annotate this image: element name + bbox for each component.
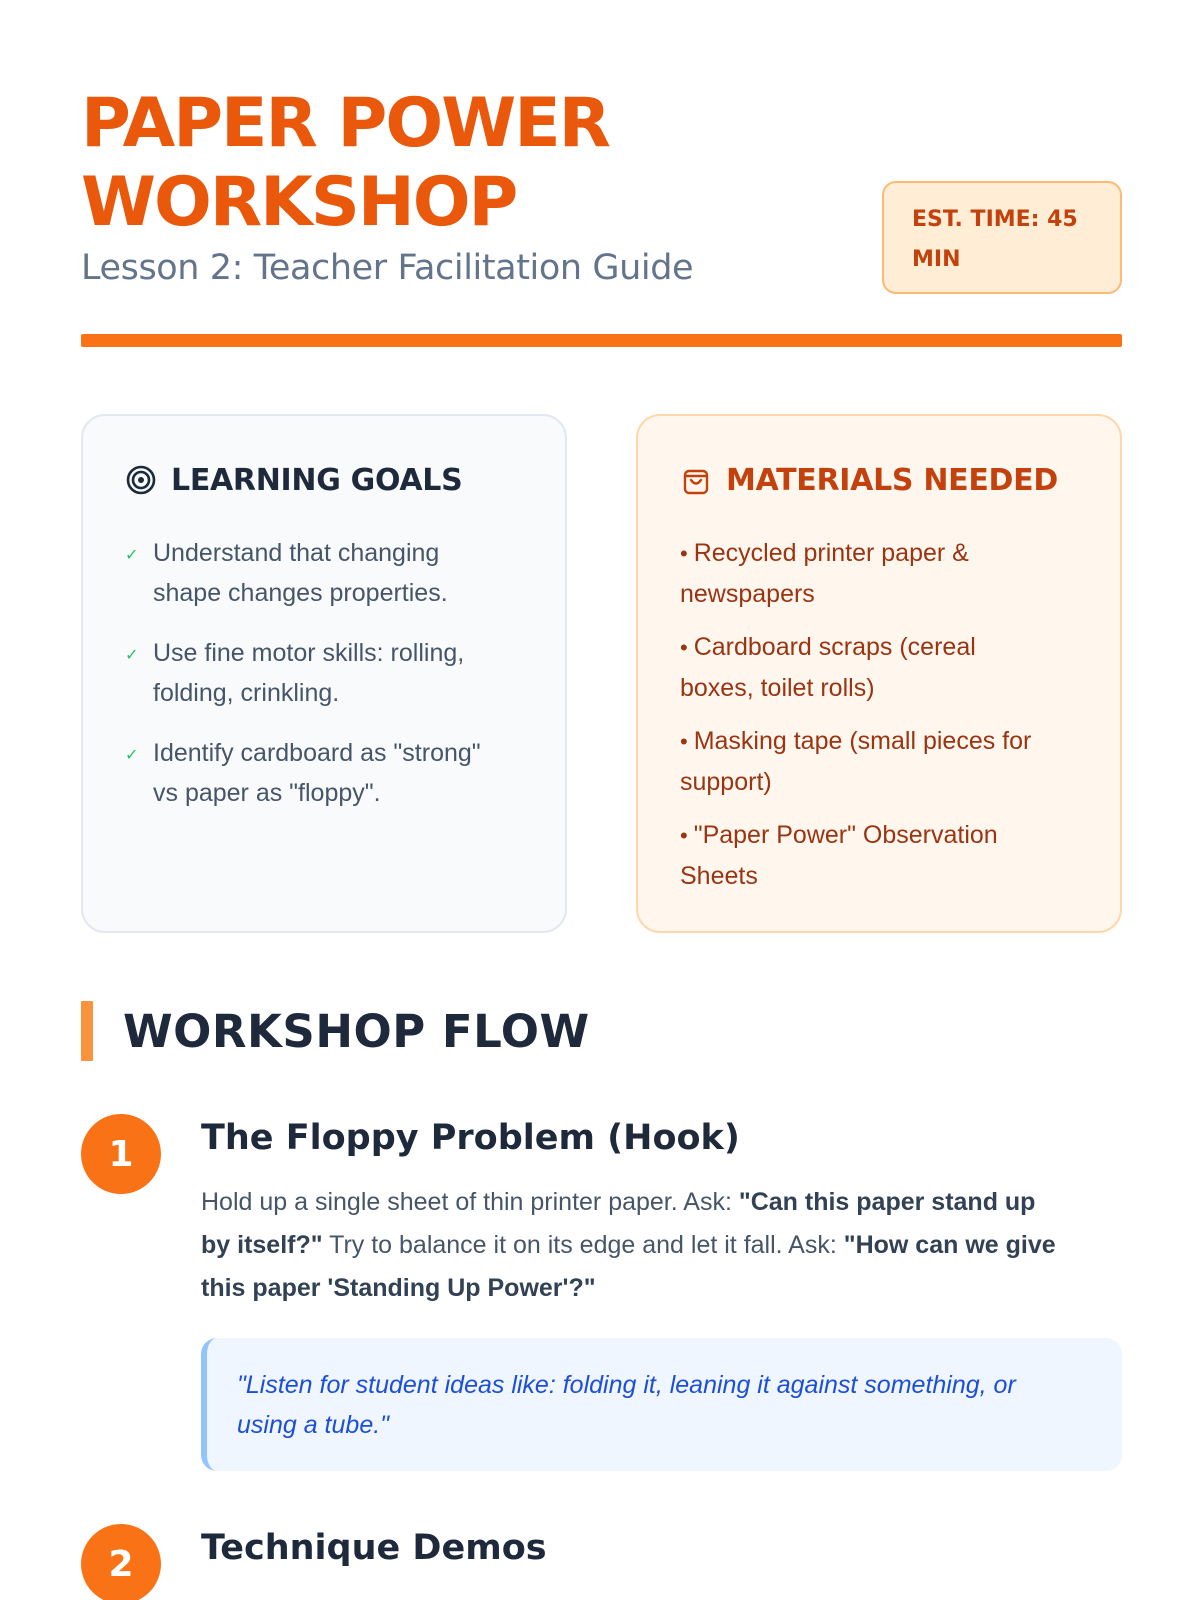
step-question: this paper 'Standing Up Power'?"	[201, 1274, 596, 1302]
page-header	[81, 0, 1098, 300]
step-line	[201, 1181, 1122, 1224]
workshop-flow-heading	[81, 1002, 590, 1060]
step-question: "Can this paper stand up	[738, 1188, 1036, 1216]
title-line-1: PAPER POWER	[81, 84, 610, 163]
bullet-icon: •	[680, 729, 688, 754]
material-line: support)	[680, 768, 772, 796]
goal-text	[153, 633, 464, 713]
bullet-icon: •	[680, 823, 688, 848]
goal-text	[153, 733, 481, 813]
step-number-badge: 1	[81, 1114, 161, 1194]
material-item	[680, 815, 1078, 896]
learning-goals-card	[81, 414, 567, 933]
goal-item	[125, 533, 523, 613]
time-badge-line-2: MIN	[912, 247, 961, 272]
goal-line: vs paper as "floppy".	[153, 779, 381, 807]
material-line: Cardboard scraps (cereal	[693, 633, 976, 661]
shopping-bag-icon	[680, 464, 712, 496]
target-icon	[125, 464, 157, 496]
step-description	[201, 1181, 1122, 1310]
goal-line: Use fine motor skills: rolling,	[153, 639, 465, 667]
step-question: "How can we give	[843, 1231, 1056, 1259]
step-question: by itself?"	[201, 1231, 323, 1259]
tip-line: using a tube."	[237, 1411, 390, 1439]
goal-text	[153, 533, 448, 613]
goal-line: Identify cardboard as "strong"	[153, 739, 481, 767]
check-icon: ✓	[125, 547, 139, 564]
step-line	[201, 1224, 1122, 1267]
bullet-icon: •	[680, 635, 688, 660]
goal-line: shape changes properties.	[153, 579, 448, 607]
info-cards	[81, 414, 1122, 934]
step-title: The Floppy Problem (Hook)	[201, 1118, 740, 1158]
heading-accent-bar	[81, 1001, 93, 1061]
learning-goals-title: LEARNING GOALS	[171, 462, 463, 498]
materials-needed-title: MATERIALS NEEDED	[726, 462, 1058, 498]
bullet-icon: •	[680, 541, 688, 566]
goal-item	[125, 733, 523, 813]
time-badge-line-1: EST. TIME: 45	[912, 207, 1078, 232]
workshop-flow-title: WORKSHOP FLOW	[123, 1004, 590, 1058]
material-line: Masking tape (small pieces for	[693, 727, 1032, 755]
check-icon: ✓	[125, 647, 139, 664]
check-icon: ✓	[125, 747, 139, 764]
goal-line: Understand that changing	[153, 539, 440, 567]
material-line: "Paper Power" Observation	[693, 821, 998, 849]
material-item	[680, 721, 1078, 802]
step-number-badge: 2	[81, 1524, 161, 1600]
goal-line: folding, crinkling.	[153, 679, 340, 707]
step-title: Technique Demos	[201, 1528, 547, 1568]
title-line-2: WORKSHOP	[81, 163, 517, 242]
goal-item	[125, 633, 523, 713]
material-line: newspapers	[680, 580, 815, 608]
tip-line: "Listen for student ideas like: folding it, leaning it against something, or	[237, 1371, 1016, 1399]
material-line: Sheets	[680, 862, 758, 890]
material-line: Recycled printer paper &	[693, 539, 969, 567]
header-divider	[81, 334, 1122, 347]
facilitator-tip-callout	[201, 1338, 1122, 1471]
material-item	[680, 627, 1078, 708]
step-line	[201, 1267, 1122, 1310]
step-text: Hold up a single sheet of thin printer paper. Ask:	[201, 1188, 739, 1216]
time-badge	[882, 181, 1122, 294]
material-item	[680, 533, 1078, 614]
materials-needed-card	[636, 414, 1122, 933]
materials-needed-header	[680, 462, 1078, 498]
step-text: Try to balance it on its edge and let it fall. Ask:	[322, 1231, 844, 1259]
page-subtitle: Lesson 2: Teacher Facilitation Guide	[81, 248, 694, 288]
learning-goals-header	[125, 462, 523, 498]
material-line: boxes, toilet rolls)	[680, 674, 875, 702]
